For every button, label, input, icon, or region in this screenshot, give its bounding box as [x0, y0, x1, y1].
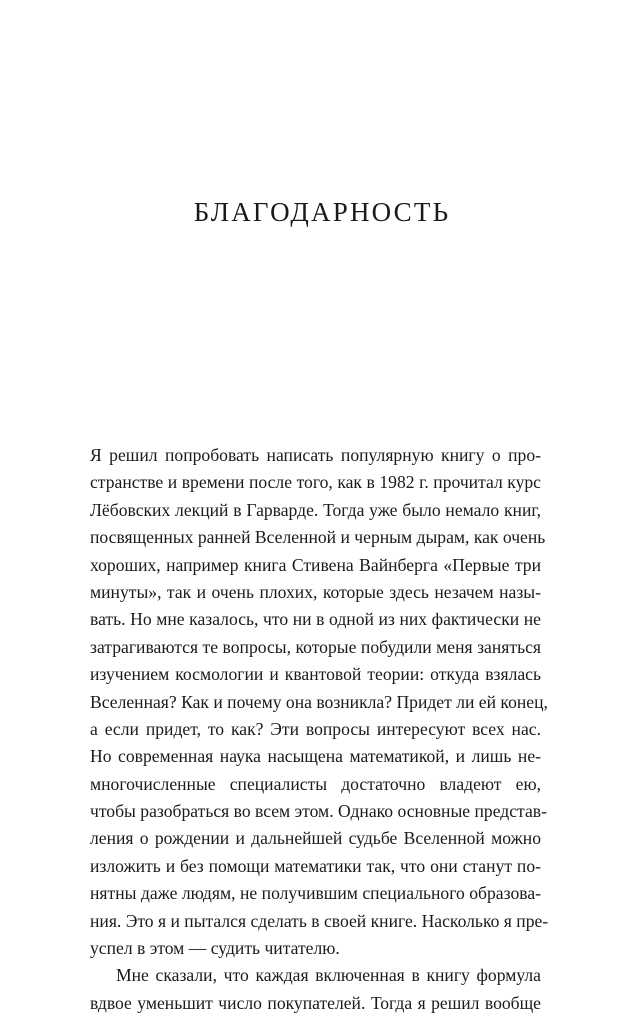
text-line: ния. Это я и пытался сделать в своей книге. Насколько я пре- [90, 910, 549, 931]
text-line: Мне сказали, что каждая включенная в книгу формула [116, 965, 541, 986]
text-line: вдвое уменьшит число покупателей. Тогда я решил вообще [90, 992, 541, 1013]
text-line: ления о рождении и дальнейшей судьбе Вселенной можно [90, 828, 541, 849]
text-line: Вселенная? Как и почему она возникла? Придет ли ей конец, [90, 691, 548, 712]
text-line: Я решил попробовать написать популярную книгу о про- [90, 445, 541, 465]
text-line: Но современная наука насыщена математикой, и лишь не- [90, 746, 541, 767]
text-line: нятны даже людям, не получившим специального образова- [90, 883, 541, 904]
text-line: изложить и без помощи математики так, что они станут по- [90, 855, 541, 876]
body-text [90, 442, 549, 1017]
text-line: а если придет, то как? Эти вопросы интересуют всех нас. [90, 718, 541, 739]
text-line: Лёбовских лекций в Гарварде. Тогда уже было немало книг, [90, 499, 541, 520]
text-line: успел в этом — судить читателю. [90, 938, 340, 959]
text-line: минуты», так и очень плохих, которые здесь незачем назы- [90, 581, 541, 602]
text-line: изучением космологии и квантовой теории: откуда взялась [90, 664, 541, 685]
text-line: чтобы разобраться во всем этом. Однако основные представ- [90, 801, 547, 822]
text-line: посвященных ранней Вселенной и черным дырам, как очень [90, 527, 546, 548]
text-line: многочисленные специалисты достаточно владеют ею, [90, 773, 541, 794]
text-line: хороших, например книга Стивена Вайнберга «Первые три [90, 554, 541, 575]
text-line: странстве и времени после того, как в 1982 г. прочитал курс [90, 472, 541, 493]
chapter-title: БЛАГОДАРНОСТЬ [193, 197, 451, 227]
text-line: затрагиваются те вопросы, которые побудили меня заняться [90, 636, 541, 657]
text-line: вать. Но мне казалось, что ни в одной из них фактически не [90, 609, 541, 630]
